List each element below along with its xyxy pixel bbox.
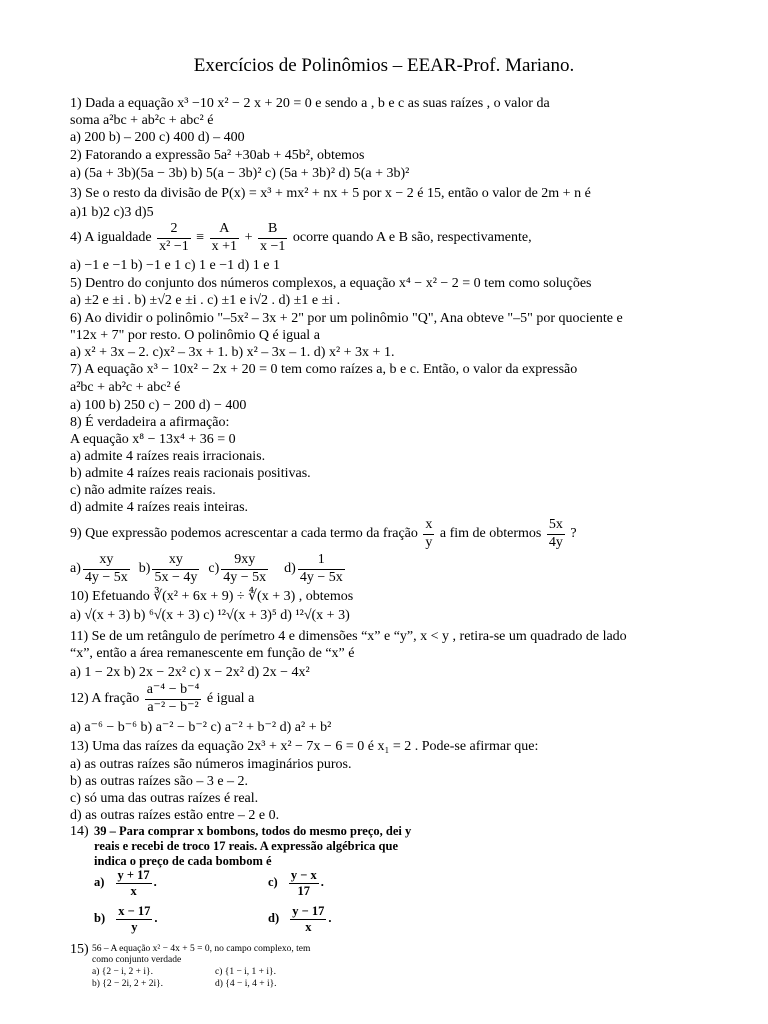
q9-option-a: $\frac{xy}{4y - 5x}$: [84, 552, 128, 585]
q1-statement: 1) Dada a equação x³ −10 x² − 2 x + 20 = 0 e sendo a , b e c as suas raízes , o valor da: [70, 96, 550, 111]
q13-statement: 13) Uma das raízes da equação 2x³ + x² − 7x − 6 = 0 é x₁ = 2 . Pode-se afirmar que:: [70, 739, 539, 754]
q14-option-c-fraction: $\frac{y - x}{17}$: [290, 868, 317, 898]
q9-options: a) $\frac{xy}{4y - 5x}$ b) $\frac{xy}{5x - 4y}$ c) $\frac{9xy}{4y - 5x}$ d) $\frac{1}{4y - 5x}$: [70, 552, 343, 585]
q13-option-c: c) só uma das outras raízes é real.: [70, 791, 259, 806]
q4-pre: 4) A igualdade: [70, 230, 152, 246]
q9-option-d: $\frac{1}{4y - 5x}$: [299, 552, 343, 585]
q7-options: a) 100 b) 250 c) − 200 d) − 400: [70, 398, 247, 413]
q15-line-2: como conjunto verdade: [92, 955, 182, 965]
q5-options: a) ±2 e ±i . b) ±√2 e ±i . c) ±1 e i√2 . d) ±1 e ±i .: [70, 293, 341, 308]
q6-options: a) x² + 3x – 2. c)x² – 3x + 1. b) x² – 3x – 1. d) x² + 3x + 1.: [70, 345, 395, 360]
q14-option-d-fraction: $\frac{y - 17}{x}$: [292, 904, 325, 934]
q2-statement: 2) Fatorando a expressão 5a² +30ab + 45b², obtemos: [70, 148, 365, 163]
q5-statement: 5) Dentro do conjunto dos números complexos, a equação x⁴ − x² − 2 = 0 tem como soluções: [70, 276, 592, 291]
q13-option-a: a) as outras raízes são números imaginários puros.: [70, 757, 352, 772]
q6-statement: 6) Ao dividir o polinômio "–5x² – 3x + 2" por um polinômio "Q", Ana obteve "–5" por quociente e: [70, 311, 623, 326]
q9-pre: 9) Que expressão podemos acrescentar a cada termo da fração: [70, 526, 418, 542]
q8-statement: 8) É verdadeira a afirmação:: [70, 415, 230, 430]
q4-statement: 4) A igualdade $\frac{2}{\text{x² −1}}$ ≡ $\frac{A}{x +1}$ + $\frac{B}{x -1}$ ocorre quando A e B são, respectivamente,: [70, 221, 532, 254]
q3-statement: 3) Se o resto da divisão de P(x) = x³ + mx² + nx + 5 por x − 2 é 15, então o valor de 2m + n é: [70, 186, 591, 201]
q13-option-b: b) as outras raízes são – 3 e – 2.: [70, 774, 249, 789]
q14-option-a: a) $\frac{y + 17}{x}$ .: [94, 868, 157, 898]
q7-statement: 7) A equação x³ − 10x² − 2x + 20 = 0 tem como raízes a, b e c. Então, o valor da expressão: [70, 362, 578, 377]
q9-end: ?: [570, 526, 577, 542]
q1-statement-cont: soma a²bc + ab²c + abc² é: [70, 113, 214, 128]
q14-option-b-fraction: $\frac{x - 17}{y}$: [118, 904, 151, 934]
q14-option-d: d) $\frac{y - 17}{x}$ .: [268, 904, 332, 934]
q15-line-1: 56 – A equação x² − 4x + 5 = 0, no campo complexo, tem: [92, 944, 311, 954]
q15-option-a: a) {2 − i, 2 + i}.: [92, 967, 153, 977]
q11-statement: 11) Se de um retângulo de perímetro 4 e dimensões “x” e “y”, x < y , retira-se um quadrado de lado: [70, 629, 627, 644]
q2-options: a) (5a + 3b)(5a − 3b) b) 5(a − 3b)² c) (5a + 3b)² d) 5(a + 3b)²: [70, 166, 410, 181]
q10-statement: 10) Efetuando ∛(x² + 6x + 9) ÷ ∜(x + 3) , obtemos: [70, 589, 354, 604]
q8-option-d: d) admite 4 raízes reais inteiras.: [70, 500, 249, 515]
q12-fraction: $\frac{\text{a⁻⁴ − b⁻⁴}}{\text{a⁻² − b⁻²}}$: [146, 682, 200, 715]
q4-fraction-3: $\frac{B}{x -1}$: [259, 221, 286, 254]
q14-option-c: c) $\frac{y - x}{17}$ .: [268, 868, 324, 898]
q4-options: a) −1 e −1 b) −1 e 1 c) 1 e −1 d) 1 e 1: [70, 258, 281, 273]
q9-statement: [70, 517, 577, 551]
q3-options: a)1 b)2 c)3 d)5: [70, 205, 154, 220]
q4-fraction-1: $\frac{2}{\text{x² −1}}$: [159, 221, 189, 254]
q7-statement-cont: a²bc + ab²c + abc² é: [70, 380, 181, 395]
q14-option-b: b) $\frac{x - 17}{y}$ .: [94, 904, 158, 934]
q6-statement-cont: "12x + 7" por resto. O polinômio Q é igual a: [70, 328, 320, 343]
q13-option-d: d) as outras raízes estão entre – 2 e 0.: [70, 808, 280, 823]
q9-mid: a fim de obtermos: [439, 526, 542, 542]
q12-options: a) a⁻⁶ − b⁻⁶ b) a⁻² − b⁻² c) a⁻² + b⁻² d) a² + b²: [70, 720, 332, 735]
q11-statement-cont: “x”, então a área remanescente em função de “x” é: [70, 646, 355, 661]
q12-post: é igual a: [206, 691, 255, 707]
q8-option-a: a) admite 4 raízes reais irracionais.: [70, 449, 266, 464]
q9-fraction-xy: $\frac{x}{y}$: [425, 517, 433, 550]
q11-options: a) 1 − 2x b) 2x − 2x² c) x − 2x² d) 2x − 4x²: [70, 665, 310, 680]
q9-fraction-target: $\frac{5x}{4y}$: [548, 517, 563, 550]
q1-options: a) 200 b) – 200 c) 400 d) – 400: [70, 130, 245, 145]
page-title: Exercícios de Polinômios – EEAR-Prof. Mariano.: [193, 55, 575, 76]
q8-option-b: b) admite 4 raízes reais racionais positivas.: [70, 466, 311, 481]
q12-pre: 12) A fração: [70, 691, 140, 707]
q4-fraction-2: $\frac{A}{x +1}$: [211, 221, 238, 254]
q12-statement: [70, 682, 254, 716]
q8-equation: A equação x⁸ − 13x⁴ + 36 = 0: [70, 432, 236, 447]
q15-option-d: d) {4 − i, 4 + i}.: [215, 979, 277, 989]
q14-number: 14): [70, 824, 89, 839]
q15-option-b: b) {2 − 2i, 2 + 2i}.: [92, 979, 164, 989]
q10-options: a) √(x + 3) b) ⁶√(x + 3) c) ¹²√(x + 3)⁵ d) ¹²√(x + 3): [70, 608, 350, 623]
q15-number: 15): [70, 942, 89, 957]
q14-line-1: 39 – Para comprar x bombons, todos do mesmo preço, dei y: [94, 824, 412, 838]
q9-option-b: $\frac{xy}{5x - 4y}$: [154, 552, 198, 585]
q9-option-c: $\frac{9xy}{4y - 5x}$: [223, 552, 267, 585]
q14-option-a-fraction: $\frac{y + 17}{x}$: [117, 868, 150, 898]
q15-option-c: c) {1 − i, 1 + i}.: [215, 967, 276, 977]
q4-post: ocorre quando A e B são, respectivamente,: [292, 230, 532, 246]
q14-line-3: indica o preço de cada bombom é: [94, 854, 272, 868]
q8-option-c: c) não admite raízes reais.: [70, 483, 216, 498]
q14-line-2: reais e recebi de troco 17 reais. A expressão algébrica que: [94, 839, 399, 853]
